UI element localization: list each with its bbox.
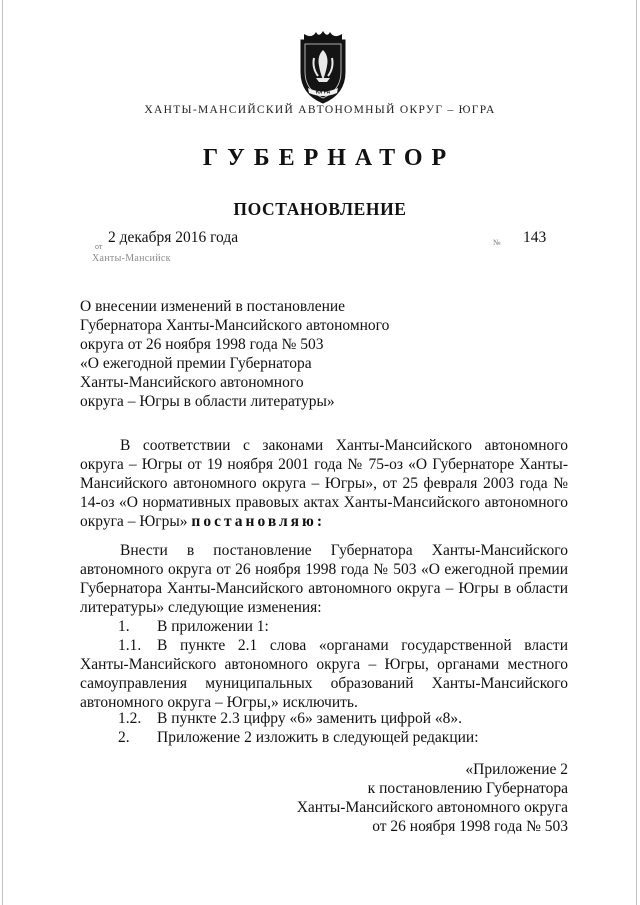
document-number: 143 — [523, 229, 547, 246]
scan-edge-left — [2, 0, 3, 905]
list-item — [80, 617, 568, 636]
document-date: 2 декабря 2016 года — [108, 229, 239, 246]
date-marker: от — [95, 242, 103, 251]
number-marker: № — [493, 238, 501, 247]
item-number: 1.2. — [118, 710, 142, 727]
intro-paragraph — [80, 541, 568, 617]
subject-line: Губернатора Ханты-Мансийского автономного — [80, 317, 390, 334]
resolve-word: постановляю: — [191, 513, 326, 530]
appendix-line: к постановлению Губернатора — [367, 780, 568, 797]
item-number: 1.1. — [118, 637, 142, 654]
subject-line: округа – Югры в области литературы» — [80, 393, 335, 410]
appendix-line: Ханты-Мансийского автономного округа — [296, 799, 568, 816]
page-title: ГУБЕРНАТОР — [202, 145, 456, 171]
list-item — [80, 636, 568, 712]
document-city: Ханты-Мансийск — [92, 253, 171, 264]
subject-line: округа от 26 ноября 1998 года № 503 — [80, 336, 324, 353]
coat-of-arms-emblem — [294, 28, 352, 106]
item-number: 2. — [118, 729, 130, 746]
appendix-line: от 26 ноября 1998 года № 503 — [372, 818, 568, 835]
subject-line: «О ежегодной премии Губернатора — [80, 355, 312, 372]
appendix-line: «Приложение 2 — [465, 761, 568, 778]
item-text: Приложение 2 изложить в следующей редакции: — [157, 729, 479, 746]
item-text: В приложении 1: — [157, 618, 269, 635]
document-subject — [80, 297, 400, 411]
appendix-header — [297, 760, 568, 836]
intro-text: Внести в постановление Губернатора Ханты-Мансийского автономного округа от 26 ноября 1998 года № 503 «О ежегодной премии Губернатора Ханты-Мансийского автономного округа – Югры в области литературы» следующие изменения: — [80, 542, 568, 616]
item-text: В пункте 2.1 слова «органами государственной власти Ханты-Мансийского автономного округа – Югры, органами местного самоуправления муниципальных образований Ханты-Мансийского автономного округа – Югры,» исключить. — [80, 637, 568, 711]
subject-line: Ханты-Мансийского автономного — [80, 374, 304, 391]
svg-text:ЮГРА: ЮГРА — [315, 89, 331, 96]
document-type: ПОСТАНОВЛЕНИЕ — [233, 199, 407, 219]
preamble-text: В соответствии с законами Ханты-Мансийского автономного округа – Югры от 19 ноября 2001 года № 75-оз «О Губернаторе Ханты-Мансийского автономного округа – Югры», от 25 февраля 2003 года № 14-оз «О нормативных правовых актах Ханты-Мансийского автономного округа – Югры» — [80, 437, 568, 530]
preamble-paragraph — [80, 436, 568, 531]
item-text: В пункте 2.3 цифру «6» заменить цифрой «8». — [157, 710, 463, 727]
list-item — [80, 709, 568, 728]
subject-line: О внесении изменений в постановление — [80, 298, 346, 315]
list-item — [80, 728, 568, 747]
scan-edge-right — [636, 0, 637, 905]
region-name: ХАНТЫ-МАНСИЙСКИЙ АВТОНОМНЫЙ ОКРУГ – ЮГРА — [144, 104, 496, 116]
item-number: 1. — [118, 618, 130, 635]
